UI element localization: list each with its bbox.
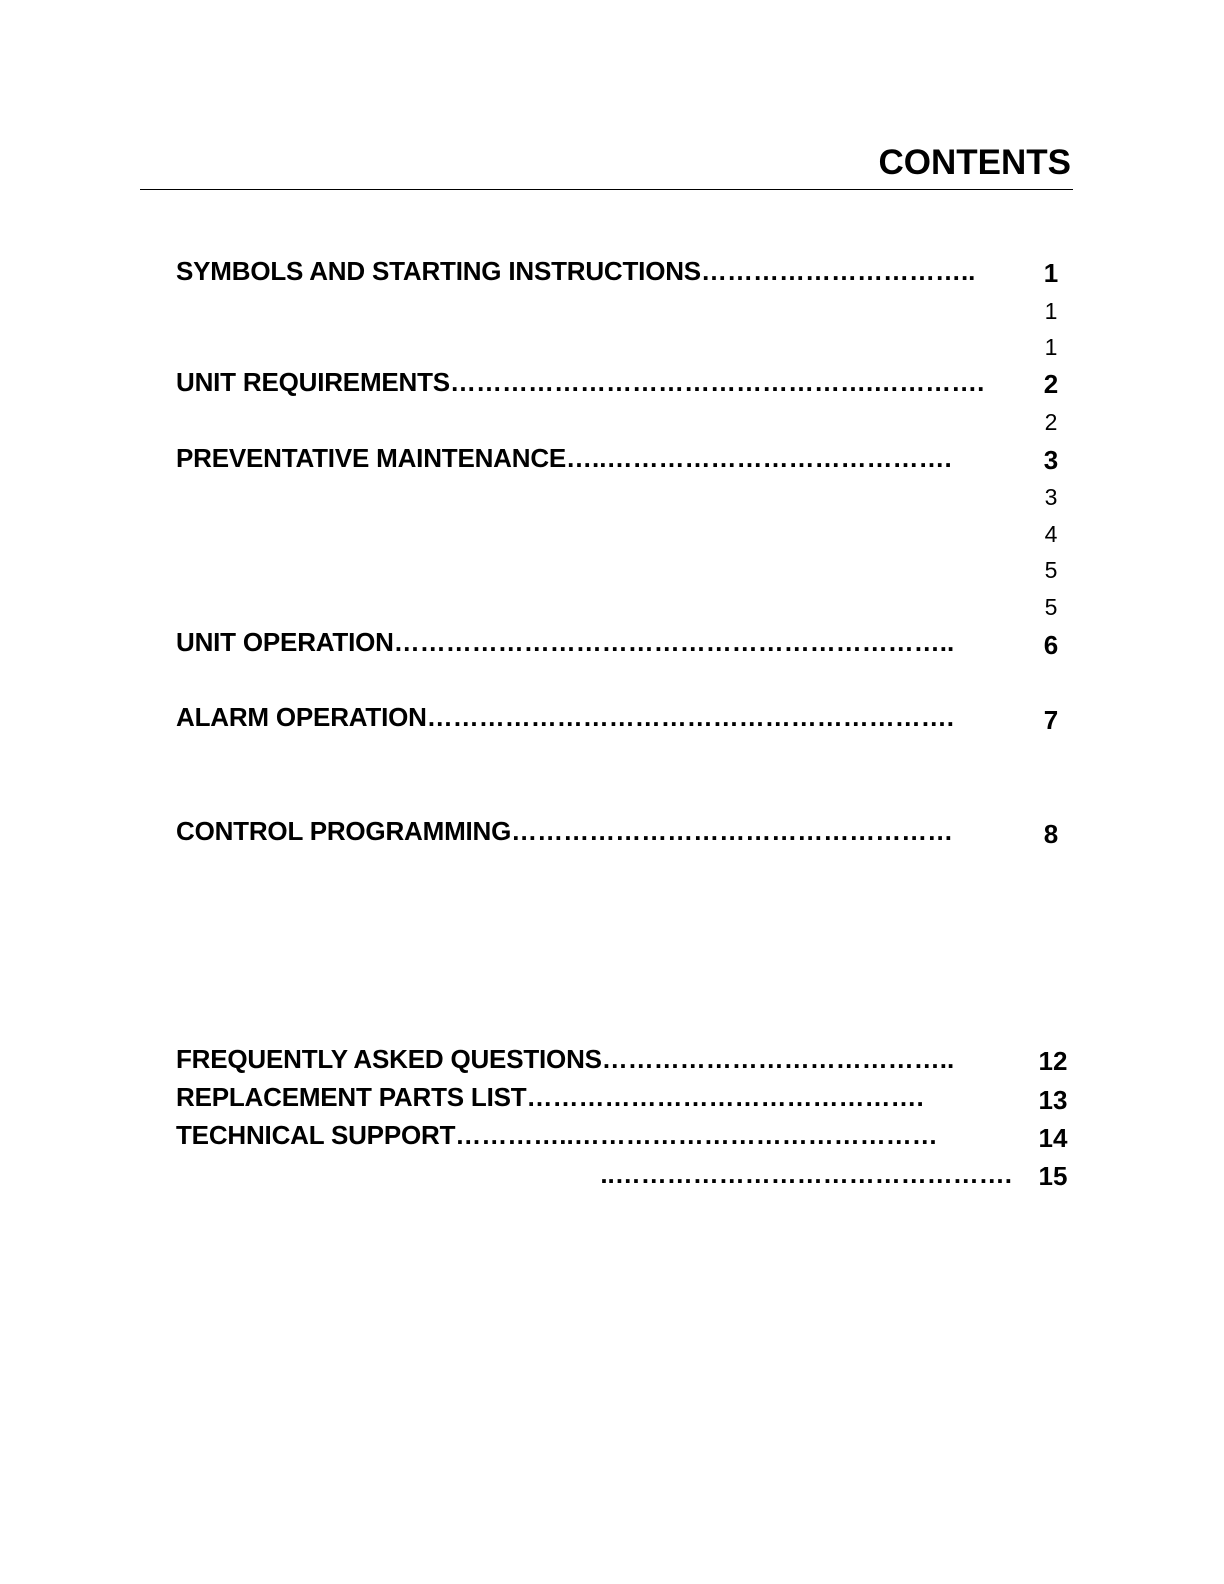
toc-page-number: 15	[1038, 1161, 1068, 1191]
toc-leader: …………………………..	[700, 256, 976, 286]
toc-entry-label: UNIT OPERATION	[176, 627, 394, 657]
toc-leader: …………..……………………………………	[455, 1120, 938, 1150]
toc-page-number: 2	[1043, 369, 1059, 399]
toc-entry-label: ALARM OPERATION	[176, 702, 427, 732]
toc-page-number: 1	[1043, 258, 1059, 288]
toc-entry-label: REPLACEMENT PARTS LIST	[176, 1082, 527, 1112]
toc-page-number: 7	[1043, 705, 1059, 735]
toc-sub-page-number: 1	[1044, 334, 1058, 360]
toc-page-number: 8	[1043, 819, 1059, 849]
toc-leader: ………………………………………………………..	[393, 627, 955, 657]
title-divider	[140, 189, 1073, 190]
toc-sub-page-number: 3	[1044, 484, 1058, 510]
toc-sub-page-number: 5	[1044, 557, 1058, 583]
toc-entry-control-programming[interactable]	[176, 815, 1012, 847]
toc-entry-label: TECHNICAL SUPPORT	[176, 1120, 456, 1150]
toc-entry-label: CONTROL PROGRAMMING	[176, 816, 512, 846]
toc-entry-faq[interactable]	[176, 1043, 1012, 1075]
toc-leader: ……………………………………….	[526, 1082, 924, 1112]
toc-entry-technical-support[interactable]	[176, 1119, 1012, 1151]
toc-page-number: 13	[1038, 1085, 1068, 1115]
toc-sub-page-number: 2	[1044, 409, 1058, 435]
toc-entry-unit-requirements[interactable]	[176, 366, 1012, 398]
toc-leader: ……………………………………………	[511, 816, 954, 846]
toc-entry-replacement-parts[interactable]	[176, 1081, 1012, 1113]
toc-page-number: 14	[1038, 1123, 1068, 1153]
toc-leader: ..……………………………………….	[600, 1159, 1012, 1189]
toc-leader: …………………………………..	[601, 1044, 955, 1074]
toc-entry-label: FREQUENTLY ASKED QUESTIONS	[176, 1044, 602, 1074]
toc-entry-label: PREVENTATIVE MAINTENANCE	[176, 443, 567, 473]
toc-entry-unit-operation[interactable]	[176, 626, 1012, 658]
toc-leader: ………………………………………….………….	[449, 367, 985, 397]
toc-sub-page-number: 1	[1044, 298, 1058, 324]
toc-page-number: 3	[1043, 445, 1059, 475]
toc-page-number: 6	[1043, 630, 1059, 660]
toc-page-number: 12	[1038, 1046, 1068, 1076]
toc-sub-page-number: 4	[1044, 521, 1058, 547]
toc-entry-preventative-maintenance[interactable]	[176, 442, 1012, 474]
toc-entry-symbols[interactable]	[176, 255, 1012, 287]
toc-entry-unlabeled[interactable]	[176, 1158, 1012, 1190]
toc-entry-alarm-operation[interactable]	[176, 701, 1012, 733]
toc-leader: …………………………………………………….	[426, 702, 954, 732]
toc-entry-label: SYMBOLS AND STARTING INSTRUCTIONS	[176, 256, 701, 286]
page-title: CONTENTS	[878, 143, 1071, 182]
toc-sub-page-number: 5	[1044, 594, 1058, 620]
toc-leader: …..………………………………….	[566, 443, 952, 473]
toc-entry-label: UNIT REQUIREMENTS	[176, 367, 450, 397]
